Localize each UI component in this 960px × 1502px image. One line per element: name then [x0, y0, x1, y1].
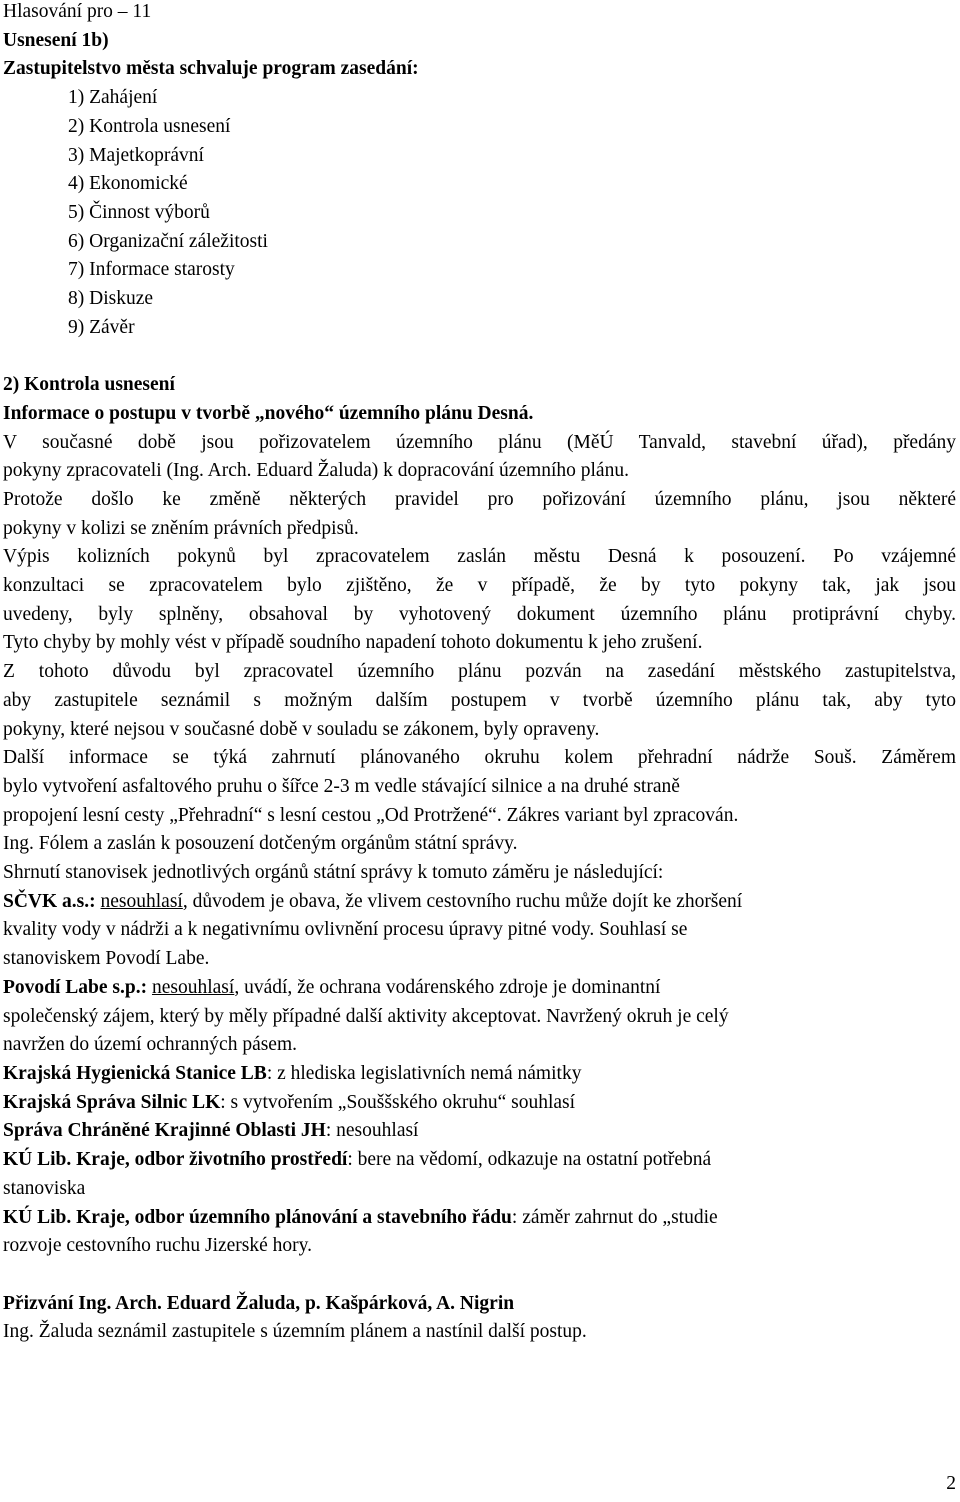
body-line: pokyny v kolizi se zněním právních předpisů. — [3, 517, 359, 539]
org-name: Správa Chráněné Krajinné Oblasti JH — [3, 1120, 326, 1142]
invitation-heading: Přizvání Ing. Arch. Eduard Žaluda, p. Kašpárková, A. Nigrin — [3, 1292, 515, 1314]
body-line: propojení lesní cesty „Přehradní“ s lesní cestou „Od Protržené“. Zákres variant byl zpracován. — [3, 804, 739, 826]
org-name: KÚ Lib. Kraje, odbor životního prostředí — [3, 1149, 348, 1171]
opinion-text: , uvádí, že ochrana vodárenského zdroje je dominantní — [234, 976, 661, 998]
opinion-kss — [3, 1089, 956, 1118]
opinion-chko — [3, 1117, 956, 1146]
agenda-item: 3) Majetkoprávní — [68, 144, 204, 166]
invitation-text: Ing. Žaluda seznámil zastupitele s územním plánem a nastínil další postup. — [3, 1321, 587, 1343]
body-line: rozvoje cestovního ruchu Jizerské hory. — [3, 1235, 313, 1257]
agenda-item: 7) Informace starosty — [68, 259, 235, 281]
body-line: konzultaci se zpracovatelem bylo zjištěno, že v případě, že by tyto pokyny tak, jak jsou — [3, 575, 956, 597]
org-name: Povodí Labe s.p.: — [3, 976, 148, 998]
body-line: Výpis kolizních pokynů byl zpracovatelem zaslán městu Desná k posouzení. Po vzájemné — [3, 546, 956, 568]
section-subheading: Informace o postupu v tvorbě „nového“ územního plánu Desná. — [3, 402, 534, 424]
verdict: nesouhlasí — [100, 890, 183, 912]
opinion-text: , důvodem je obava, že vlivem cestovního ruchu může dojít ke zhoršení — [182, 890, 743, 912]
opinion-scvk — [3, 888, 956, 917]
agenda-item: 5) Činnost výborů — [68, 201, 210, 223]
resolution-intro: Zastupitelstvo města schvaluje program zasedání: — [3, 58, 419, 80]
opinion-text: : bere na vědomí, odkazuje na ostatní potřebná — [347, 1149, 712, 1171]
document-page — [3, 0, 956, 1347]
section-heading: 2) Kontrola usnesení — [3, 374, 175, 396]
body-line: stanoviskem Povodí Labe. — [3, 948, 210, 970]
opinion-text: : z hlediska legislativních nemá námitky — [266, 1063, 582, 1084]
resolution-title: Usnesení 1b) — [3, 29, 109, 51]
body-line: uvedeny, byly splněny, obsahoval by vyhotovený dokument územního plánu protiprávní chyby. — [3, 603, 956, 625]
vote-count: Hlasování pro – 11 — [3, 1, 152, 22]
page-number: 2 — [946, 1473, 956, 1494]
body-line: Další informace se týká zahrnutí plánovaného okruhu kolem přehradní nádrže Souš. Záměrem — [3, 747, 956, 769]
spacer — [3, 1261, 956, 1290]
opinion-ku-plan — [3, 1204, 956, 1233]
body-line: pokyny, které nejsou v současné době v souladu se zákonem, byly opraveny. — [3, 718, 600, 740]
opinion-text: : záměr zahrnut do „studie — [511, 1206, 718, 1228]
body-line: stanoviska — [3, 1177, 86, 1199]
spacer — [3, 342, 956, 371]
verdict: nesouhlasí — [151, 976, 235, 998]
agenda-item: 9) Závěr — [68, 316, 135, 338]
org-name: Krajská Správa Silnic LK — [3, 1091, 221, 1113]
opinion-povodi — [3, 974, 956, 1003]
opinion-khs — [3, 1060, 956, 1089]
opinion-text: : nesouhlasí — [325, 1120, 419, 1142]
body-line: V současné době jsou pořizovatelem územního plánu (MěÚ Tanvald, stavební úřad), předány — [3, 431, 956, 453]
opinion-text: : s vytvořením „Souššského okruhu“ souhlasí — [220, 1091, 576, 1113]
org-name: Krajská Hygienická Stanice LB — [3, 1063, 267, 1084]
body-line: Shrnutí stanovisek jednotlivých orgánů státní správy k tomuto záměru je následující: — [3, 862, 664, 884]
opinion-ku-env — [3, 1146, 956, 1175]
body-line: aby zastupitele seznámil s možným dalším postupem v tvorbě územního plánu tak, aby tyto — [3, 689, 956, 711]
agenda-item: 1) Zahájení — [68, 87, 158, 109]
org-name: KÚ Lib. Kraje, odbor územního plánování a stavebního řádu — [3, 1206, 512, 1228]
body-line: Ing. Fólem a zaslán k posouzení dotčeným orgánům státní správy. — [3, 833, 518, 855]
org-name: SČVK a.s.: — [3, 890, 96, 912]
body-line: navržen do území ochranných pásem. — [3, 1034, 298, 1056]
agenda-item: 4) Ekonomické — [68, 173, 188, 195]
body-line: společenský zájem, který by měly případné další aktivity akceptovat. Navržený okruh je celý — [3, 1005, 729, 1027]
agenda-item: 2) Kontrola usnesení — [68, 115, 231, 137]
body-line: bylo vytvoření asfaltového pruhu o šířce 2-3 m vedle stávající silnice a na druhé straně — [3, 775, 680, 797]
body-line: Tyto chyby by mohly vést v případě soudního napadení tohoto dokumentu k jeho zrušení. — [3, 632, 703, 654]
agenda-item: 6) Organizační záležitosti — [68, 230, 268, 252]
body-line: Protože došlo ke změně některých pravidel pro pořizování územního plánu, jsou některé — [3, 488, 956, 510]
agenda-item: 8) Diskuze — [68, 288, 154, 310]
body-line: pokyny zpracovateli (Ing. Arch. Eduard Žaluda) k dopracování územního plánu. — [3, 460, 629, 482]
body-line: Z tohoto důvodu byl zpracovatel územního plánu pozván na zasedání městského zastupitelstva, — [3, 661, 956, 683]
body-line: kvality vody v nádrži a k negativnímu ovlivnění procesu úpravy pitné vody. Souhlasí se — [3, 919, 688, 941]
